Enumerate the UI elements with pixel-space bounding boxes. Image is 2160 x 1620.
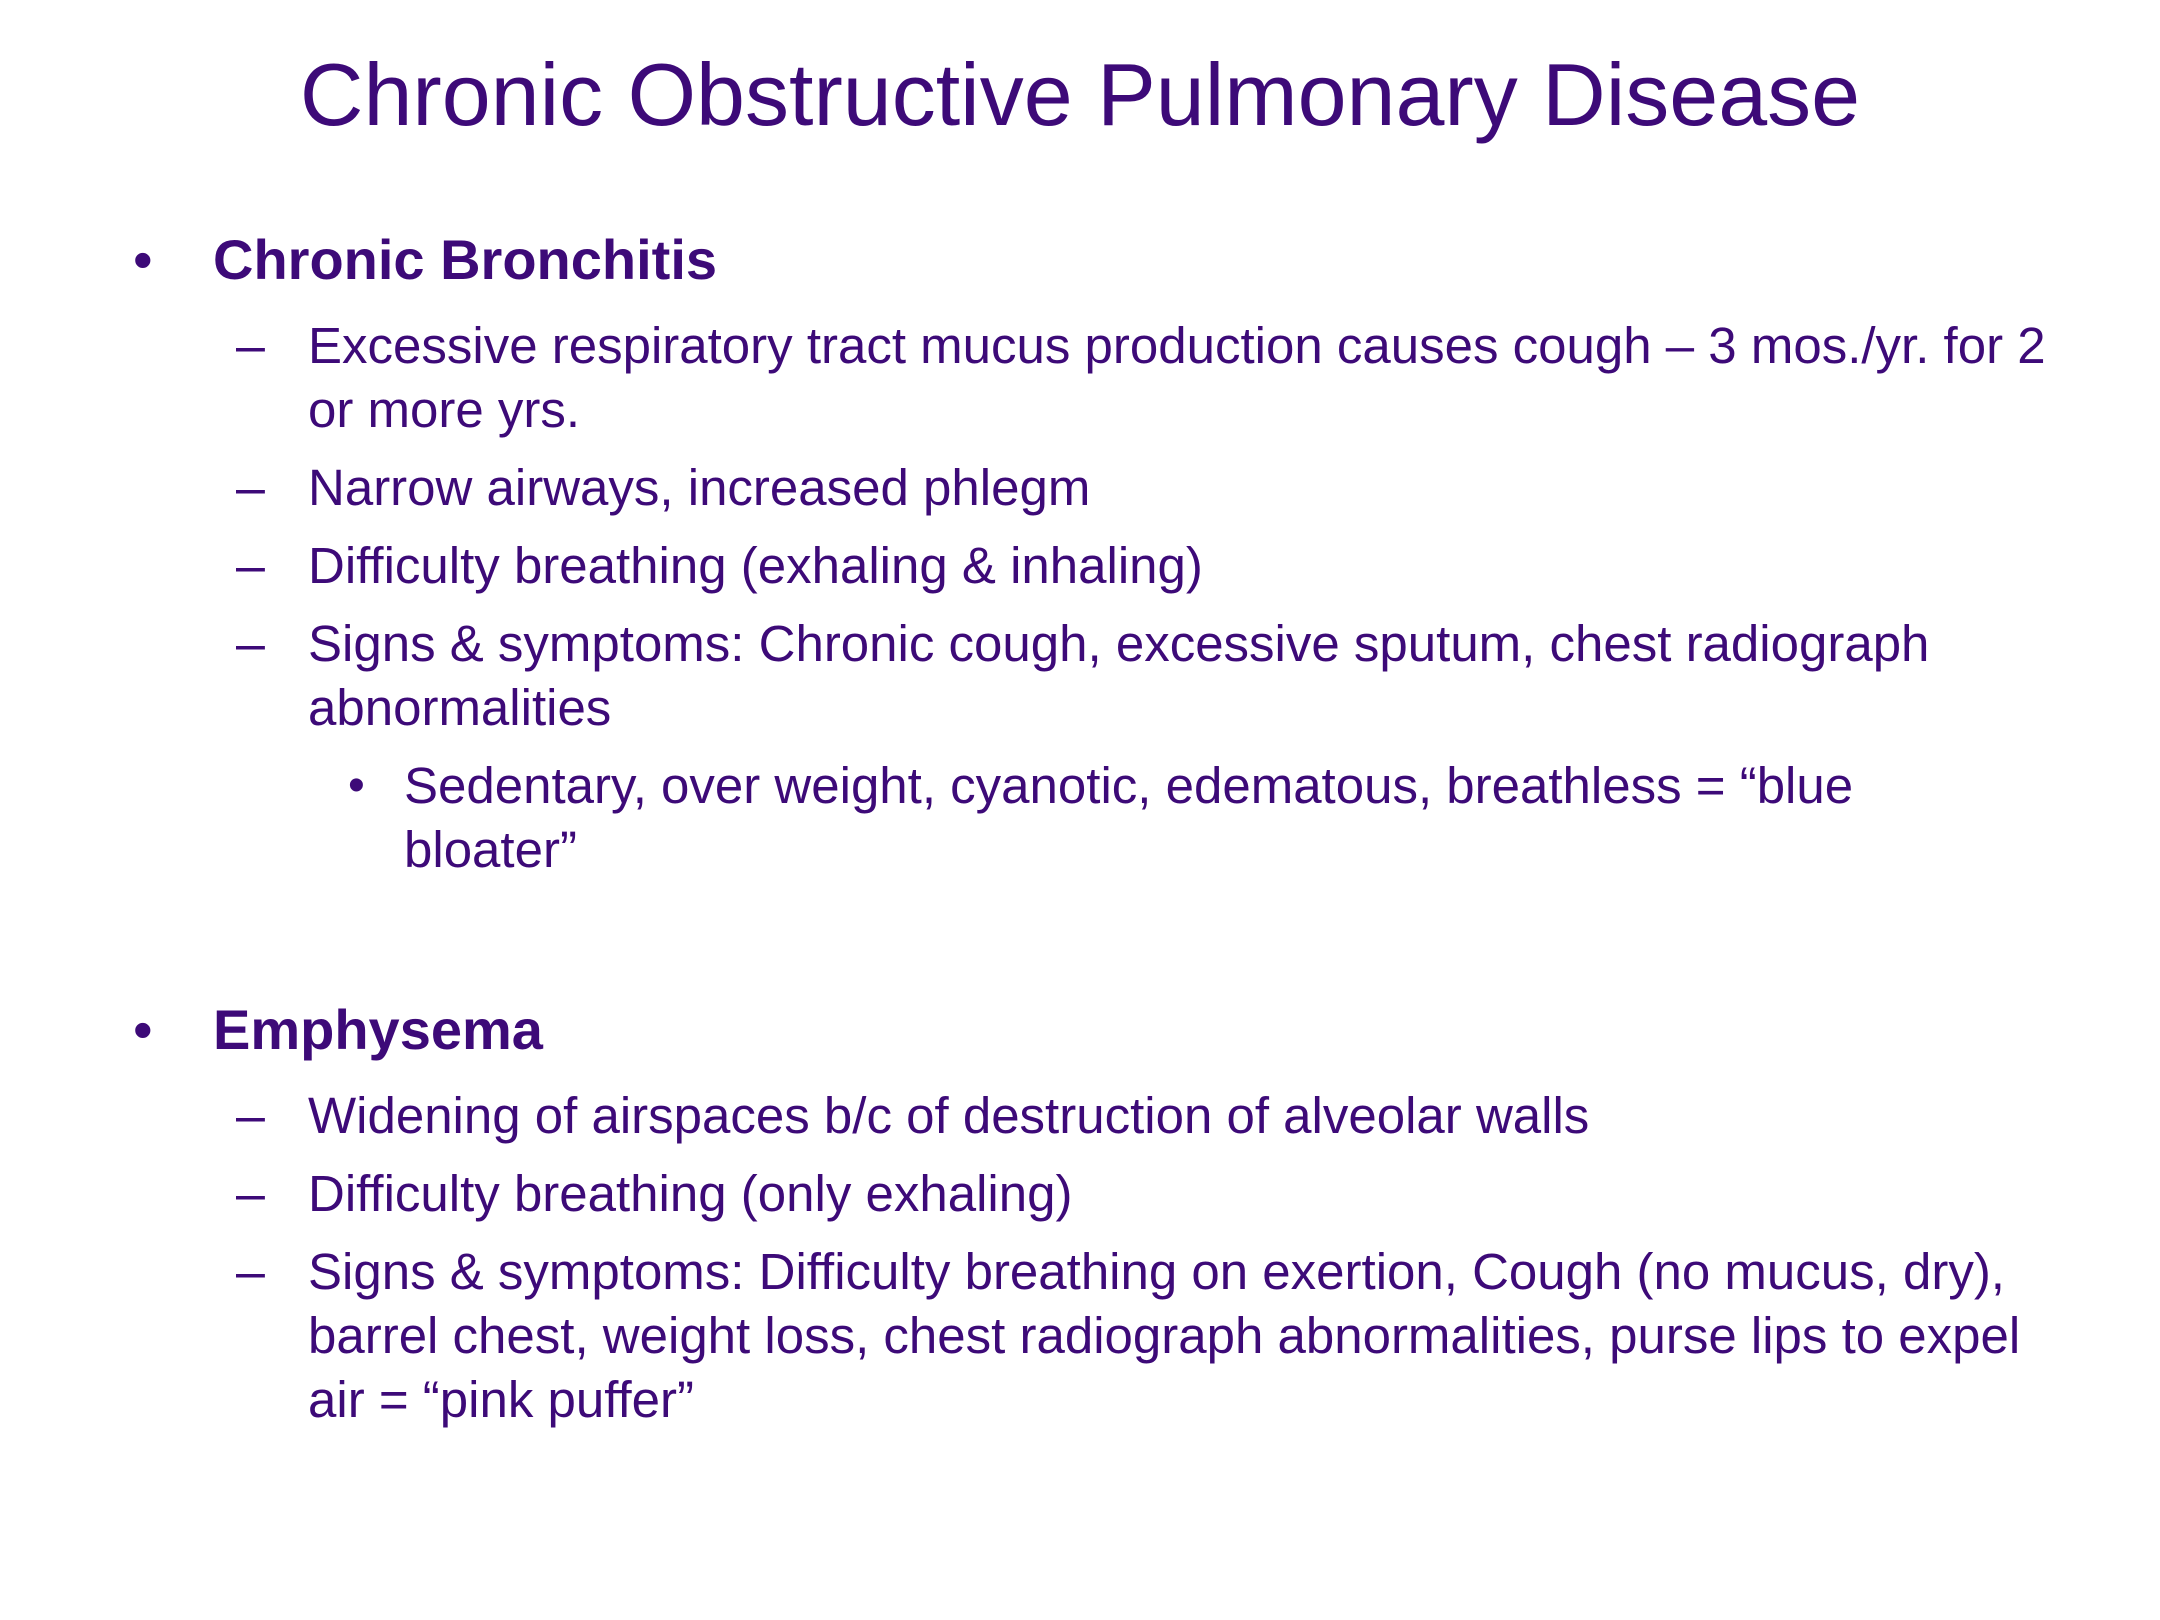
list-item — [0, 534, 2160, 598]
section-heading: Chronic Bronchitis — [213, 228, 718, 291]
list-item-text: Difficulty breathing (only exhaling) — [308, 1165, 1073, 1222]
list-item-text: Narrow airways, increased phlegm — [308, 459, 1091, 516]
bullet-heading-row — [0, 220, 2160, 300]
dash-marker: – — [236, 459, 265, 517]
list-item-text: Widening of airspaces b/c of destruction of alveolar walls — [308, 1087, 1590, 1144]
list-item — [0, 612, 2160, 740]
dash-marker: – — [236, 537, 265, 595]
bullet-heading-row — [0, 990, 2160, 1070]
list-item-text: Signs & symptoms: Difficulty breathing on exertion, Cough (no mucus, dry), barrel chest, weight loss, chest radiograph abnormalities, purse lips to expel air = “pink puffer” — [308, 1243, 2021, 1428]
list-item — [0, 314, 2160, 442]
slide-title: Chronic Obstructive Pulmonary Disease — [299, 45, 1861, 144]
list-item — [0, 1162, 2160, 1226]
list-item — [0, 1240, 2160, 1432]
list-item-text: Signs & symptoms: Chronic cough, excessive sputum, chest radiograph abnormalities — [308, 615, 1930, 736]
list-item — [0, 1084, 2160, 1148]
sub-list-item — [0, 754, 2160, 882]
dash-marker: – — [236, 317, 265, 375]
list-item-text: Excessive respiratory tract mucus production causes cough – 3 mos./yr. for 2 or more yrs. — [308, 317, 2046, 438]
dash-marker: – — [236, 615, 265, 673]
section-emphysema — [0, 990, 2160, 1432]
bullet-marker: • — [133, 228, 153, 291]
sub-list-item-text: Sedentary, over weight, cyanotic, edematous, breathless = “blue bloater” — [404, 757, 1854, 878]
list-item — [0, 456, 2160, 520]
sub-bullet-marker: • — [348, 759, 365, 812]
dash-marker: – — [236, 1243, 265, 1301]
dash-marker: – — [236, 1087, 265, 1145]
bullet-marker: • — [133, 998, 153, 1061]
section-heading: Emphysema — [213, 998, 543, 1061]
section-chronic-bronchitis — [0, 220, 2160, 882]
list-item-text: Difficulty breathing (exhaling & inhaling) — [308, 537, 1203, 594]
dash-marker: – — [236, 1165, 265, 1223]
